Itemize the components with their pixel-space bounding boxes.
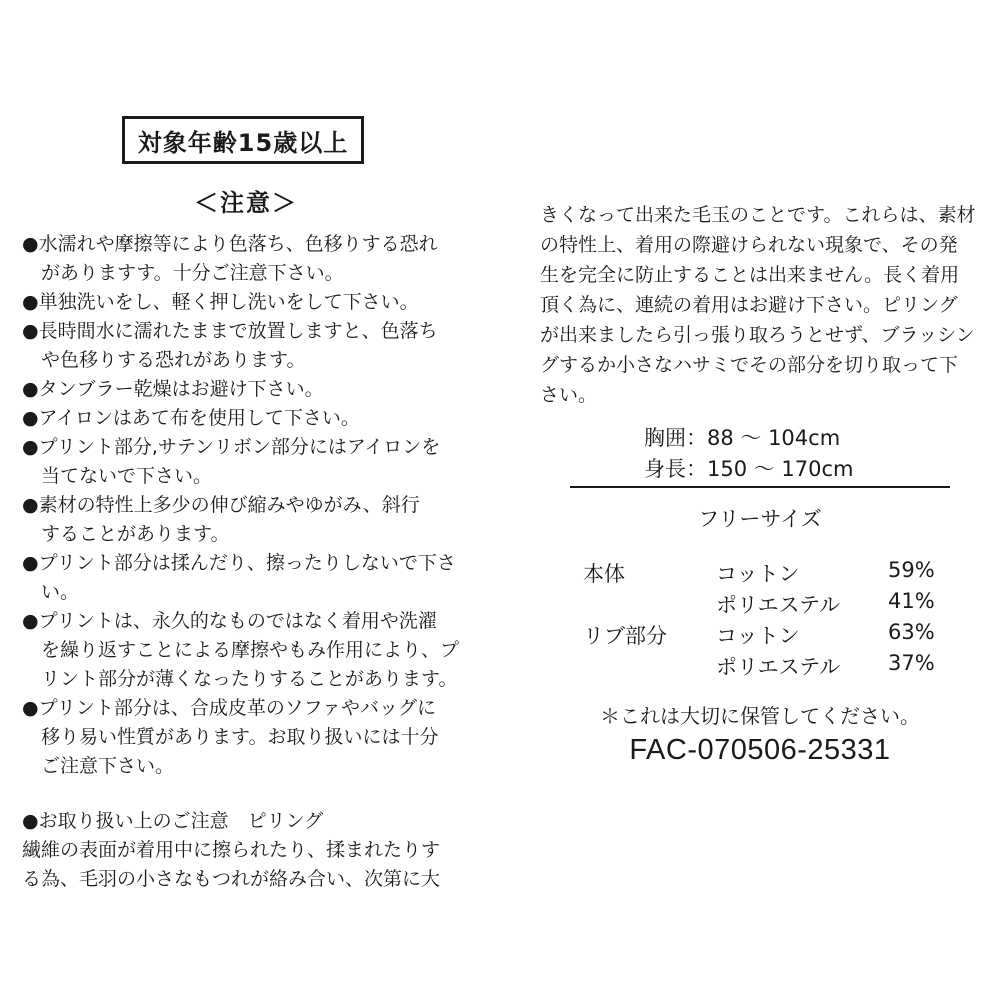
pilling-line: 頂く為に、連続の着用はお避け下さい。ピリング xyxy=(540,294,958,316)
pilling-line: る為、毛羽の小さなもつれが絡み合い、次第に大 xyxy=(22,868,441,890)
notice-line: ●水濡れや摩擦等により色落ち、色移りする恐れ xyxy=(22,233,438,255)
height-size: 身長：150 〜 170cm xyxy=(644,457,854,481)
notice-line: ●タンブラー乾燥はお避け下さい。 xyxy=(22,378,324,400)
notice-line: ●素材の特性上多少の伸び縮みやゆがみ、斜行 xyxy=(22,494,420,516)
notice-line: ご注意下さい。 xyxy=(22,755,175,777)
notice-line: ●プリント部分,サテンリボン部分にはアイロンを xyxy=(22,436,441,458)
notice-line: リント部分が薄くなったりすることがあります。 xyxy=(22,668,458,690)
pilling-line: 生を完全に防止することは出来ません。長く着用 xyxy=(540,264,960,286)
notice-line: 移り易い性質があります。お取り扱いには十分 xyxy=(22,726,439,748)
material-part: リブ部分 xyxy=(583,624,667,648)
material-fiber: コットン xyxy=(716,562,800,586)
notice-line: を繰り返すことによる摩擦やもみ作用により、プ xyxy=(22,639,460,661)
material-fiber: コットン xyxy=(716,624,800,648)
product-code: FAC-070506-25331 xyxy=(629,734,891,766)
notice-line: ●長時間水に濡れたままで放置しますと、色落ち xyxy=(22,320,438,342)
pilling-line: の特性上、着用の際避けられない現象で、その発 xyxy=(540,234,958,256)
notice-line: ●プリントは、永久的なものではなく着用や洗濯 xyxy=(22,610,437,632)
material-fiber: ポリエステル xyxy=(716,655,841,679)
notice-line: や色移りする恐れがあります。 xyxy=(22,349,306,371)
pilling-line: 繊維の表面が着用中に擦られたり、揉まれたりす xyxy=(22,839,441,861)
material-percent: 63% xyxy=(888,620,935,644)
chest-size: 胸囲：88 〜 104cm xyxy=(644,426,841,450)
notice-line: がありますす。十分ご注意下さい。 xyxy=(22,262,344,284)
material-fiber: ポリエステル xyxy=(716,593,841,617)
notice-line: ●プリント部分は揉んだり、擦ったりしないで下さ xyxy=(22,552,456,574)
pilling-line: が出来ましたら引っ張り取ろうとせず、ブラッシン xyxy=(540,324,975,346)
notice-line: ●プリント部分は、合成皮革のソファやバッグに xyxy=(22,697,437,719)
age-label-box xyxy=(122,116,364,164)
notice-line: することがあります。 xyxy=(22,523,230,545)
pilling-line: きくなって出来た毛玉のことです。これらは、素材 xyxy=(540,204,976,226)
divider xyxy=(570,486,950,488)
notice-line: い。 xyxy=(22,581,80,603)
age-label: 対象年齢15歳以上 xyxy=(137,128,349,157)
notice-line: 当てないで下さい。 xyxy=(22,465,213,487)
material-percent: 59% xyxy=(888,558,935,582)
notice-line: ●アイロンはあて布を使用して下さい。 xyxy=(22,407,360,429)
pilling-line: さい。 xyxy=(540,384,598,406)
material-percent: 41% xyxy=(888,589,935,613)
free-size-label: フリーサイズ xyxy=(698,507,822,531)
material-percent: 37% xyxy=(888,651,935,675)
pilling-heading: ●お取り扱い上のご注意 ピリング xyxy=(22,810,324,832)
material-part: 本体 xyxy=(583,562,625,586)
keep-note: ＊これは大切に保管してください。 xyxy=(600,704,920,728)
notice-line: ●単独洗いをし、軽く押し洗いをして下さい。 xyxy=(22,291,419,313)
notice-heading: ＜注意＞ xyxy=(194,189,298,217)
pilling-line: グするか小さなハサミでその部分を切り取って下 xyxy=(540,354,959,376)
